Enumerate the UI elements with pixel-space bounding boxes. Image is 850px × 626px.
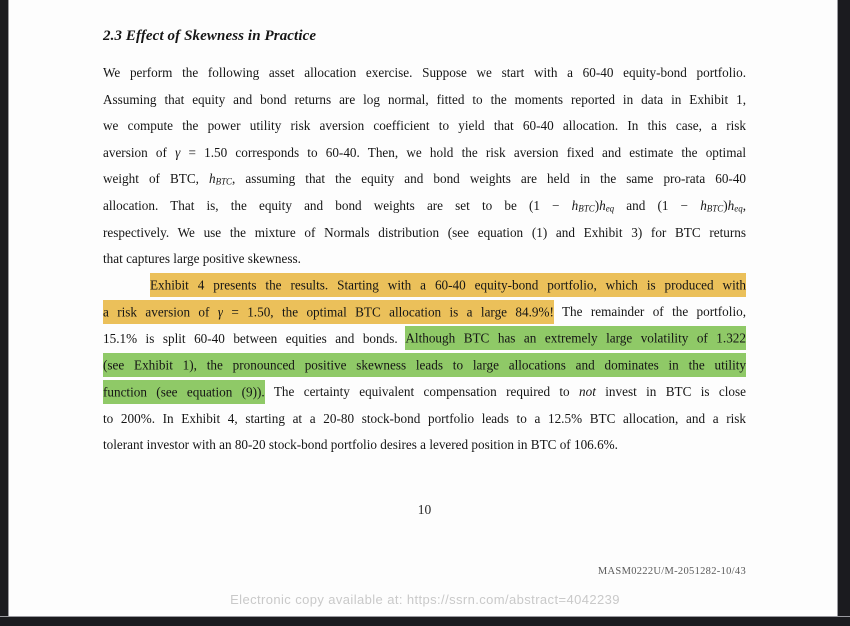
body-text: Assuming that equity and bond returns are log normal, fitted to the moments reported in data in Exhibit 1, [103,91,746,107]
body-text: ) [594,197,600,213]
body-text: , assuming that the equity and bond weights are held in the same pro-rata 60-40 [232,171,747,187]
body-text: tolerant investor with an 80-20 stock-bond portfolio desires a levered position in BTC of 106.6%. [103,437,618,453]
highlighted-text: a risk aversion of [103,300,218,324]
body-text: = 1.50 corresponds to 60-40. Then, we hold the risk aversion fixed and estimate the optimal [180,144,746,160]
highlighted-text: (see Exhibit 1), the pronounced positive skewness leads to large allocations and dominates in the utility [103,353,746,377]
page-frame-right [837,0,850,626]
text-block [103,60,746,459]
text-line [103,353,746,380]
body-text: BTC [215,176,233,187]
body-text: BTC [706,203,724,214]
text-line [103,379,746,406]
page-frame-left [0,0,9,626]
body-text: not [579,384,596,400]
body-text: allocation. That is, the equity and bond weights are set to be (1 − [103,197,572,213]
text-line [103,326,746,353]
text-line [103,60,746,87]
body-text: eq [734,203,743,214]
body-text: ) [723,197,728,213]
text-line [103,87,746,114]
footer-document-id: MASM0222U/M-2051282-10/43 [597,566,746,577]
section-heading: 2.3 Effect of Skewness in Practice [103,28,317,44]
text-line [103,246,746,273]
page-number: 10 [417,502,432,517]
body-text: and (1 − [614,197,701,213]
text-line [103,299,746,326]
body-text: h [599,197,606,213]
body-text: BTC [578,203,595,214]
body-text: h [700,197,707,213]
body-text: weight of BTC, [103,171,209,187]
body-text: The certainty equivalent compensation required to [264,384,580,400]
highlighted-text: γ [218,300,223,324]
body-text: h [571,197,579,213]
body-text: respectively. We use the mixture of Normals distribution (see equation (1) and Exhibit 3) for BTC returns [103,224,746,240]
highlighted-text: = 1.50, the optimal BTC allocation is a large 84.9%! [223,300,554,324]
text-line [103,406,746,433]
highlighted-text: Although BTC has an extremely large volatility of 1.322 [405,326,746,350]
body-text: h [727,197,735,213]
highlighted-text: Exhibit 4 presents the results. Starting with a 60-40 equity-bond portfolio, which is produced with [150,273,746,297]
text-line [103,432,746,459]
text-line [103,220,746,247]
text-line [103,166,746,193]
body-text: The remainder of the portfolio, [553,304,746,320]
body-text: that captures large positive skewness. [103,251,301,267]
body-text: , [742,197,747,213]
footer-ssrn-notice: Electronic copy available at: https://ssrn.com/abstract=4042239 [230,592,620,607]
body-text: We perform the following asset allocation exercise. Suppose we start with a 60-40 equity-bond portfolio. [103,65,746,80]
text-line [103,140,746,167]
body-text: aversion of [103,144,176,160]
body-text: eq [605,203,615,214]
body-text: to 200%. In Exhibit 4, starting at a 20-80 stock-bond portfolio leads to a 12.5% BTC allocation, and a risk [103,410,746,426]
body-text: we compute the power utility risk aversion coefficient to yield that 60-40 allocation. In this case, a risk [103,118,746,134]
text-line [103,113,746,140]
text-line [103,193,746,220]
body-text: γ [175,144,181,160]
body-text: invest in BTC is close [595,384,746,400]
body-text: h [209,171,216,187]
page-frame-bottom [0,616,850,626]
body-text: 15.1% is split 60-40 between equities and bonds. [103,330,406,346]
text-line [103,273,746,300]
highlighted-text: function (see equation (9)). [103,380,265,404]
